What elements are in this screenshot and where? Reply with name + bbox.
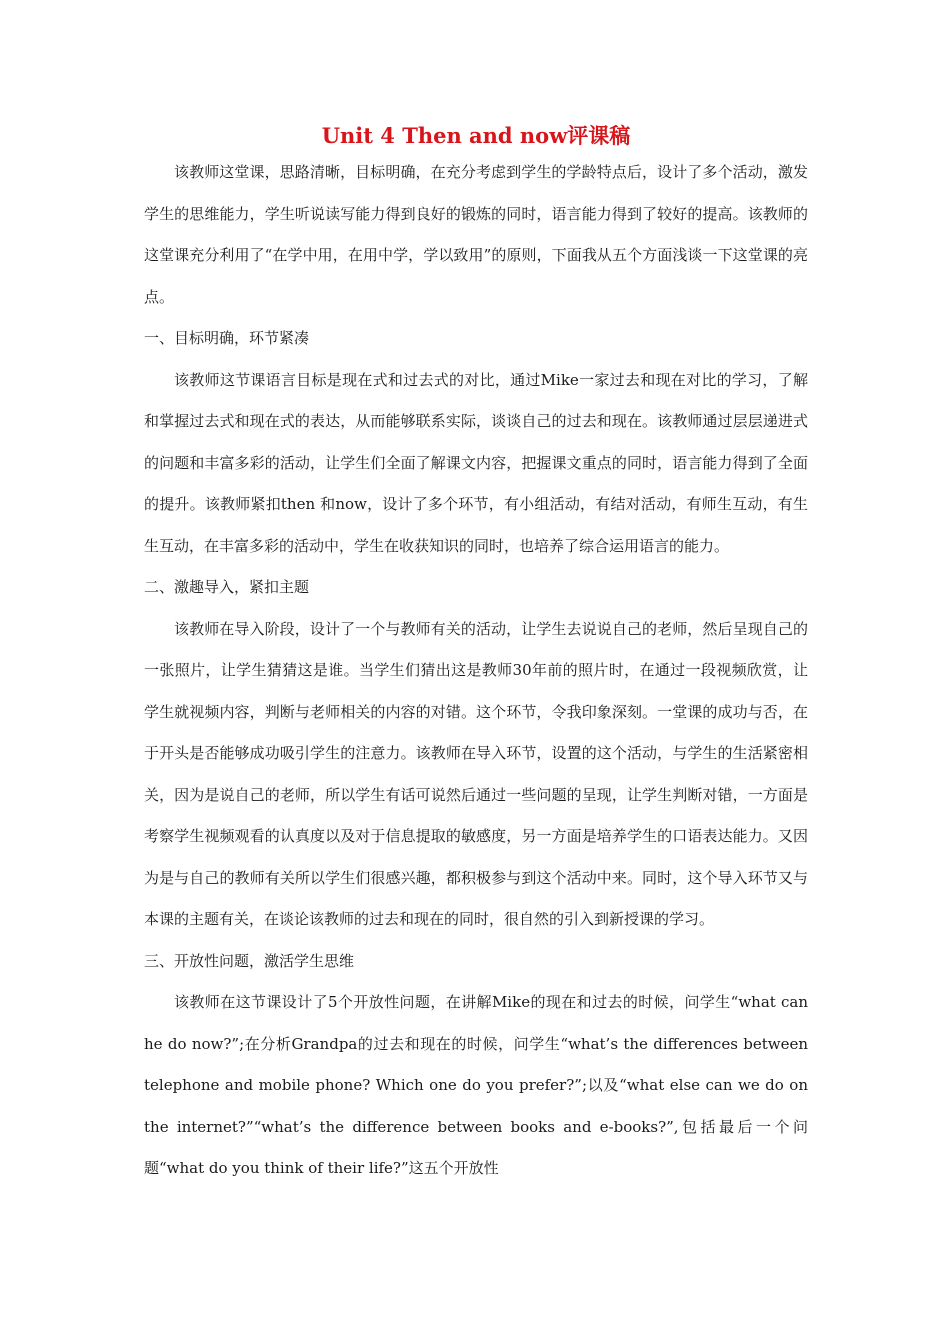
- section-body-2: 该教师在导入阶段，设计了一个与教师有关的活动，让学生去说说自己的老师，然后呈现自己的一张照片，让学生猜猜这是谁。当学生们猜出这是教师30年前的照片时，在通过一段视频欣赏，让学生就视频内容，判断与老师相关的内容的对错。这个环节，令我印象深刻。一堂课的成功与否，在于开头是否能够成功吸引学生的注意力。该教师在导入环节，设置的这个活动，与学生的生活紧密相关，因为是说自己的老师，所以学生有话可说然后通过一些问题的呈现，让学生判断对错，一方面是考察学生视频观看的认真度以及对于信息提取的敏感度，另一方面是培养学生的口语表达能力。又因为是与自己的教师有关所以学生们很感兴趣，都积极参与到这个活动中来。同时，这个导入环节又与本课的主题有关，在谈论该教师的过去和现在的同时，很自然的引入到新授课的学习。: [144, 619, 808, 928]
- section-heading-1: 一、目标明确，环节紧凑: [144, 329, 310, 347]
- section-heading-2: 二、激趣导入，紧扣主题: [144, 578, 310, 596]
- document-body: [144, 120, 808, 1190]
- section-heading-3: 三、开放性问题，激活学生思维: [144, 951, 355, 970]
- section-body-3: 该教师在这节课设计了5个开放性问题，在讲解Mike的现在和过去的时候，问学生“what can he do now?”;在分析Grandpa的过去和现在的时候，问学生“what’s the differences between telephone and mobile phone? Which one do you prefer?”;以及“what else can we do on the internet?”“what’s the difference between books and e-books?”,包括最后一个问题“what do you think of their life?”这五个开放性: [144, 993, 808, 1177]
- intro-paragraph: 该教师这堂课，思路清晰，目标明确，在充分考虑到学生的学龄特点后，设计了多个活动，激发学生的思维能力，学生听说读写能力得到良好的锻炼的同时，语言能力得到了较好的提高。该教师的这堂课充分利用了“在学中用，在用中学，学以致用”的原则，下面我从五个方面浅谈一下这堂课的亮点。: [144, 163, 808, 306]
- section-body-1: 该教师这节课语言目标是现在式和过去式的对比，通过Mike一家过去和现在对比的学习，了解和掌握过去式和现在式的表达，从而能够联系实际，谈谈自己的过去和现在。该教师通过层层递进式的问题和丰富多彩的活动，让学生们全面了解课文内容，把握课文重点的同时，语言能力得到了全面的提升。该教师紧扣then 和now，设计了多个环节，有小组活动，有结对活动，有师生互动，有生生互动，在丰富多彩的活动中，学生在收获知识的同时，也培养了综合运用语言的能力。: [144, 370, 808, 555]
- document-title: Unit 4 Then and now评课稿: [321, 123, 631, 148]
